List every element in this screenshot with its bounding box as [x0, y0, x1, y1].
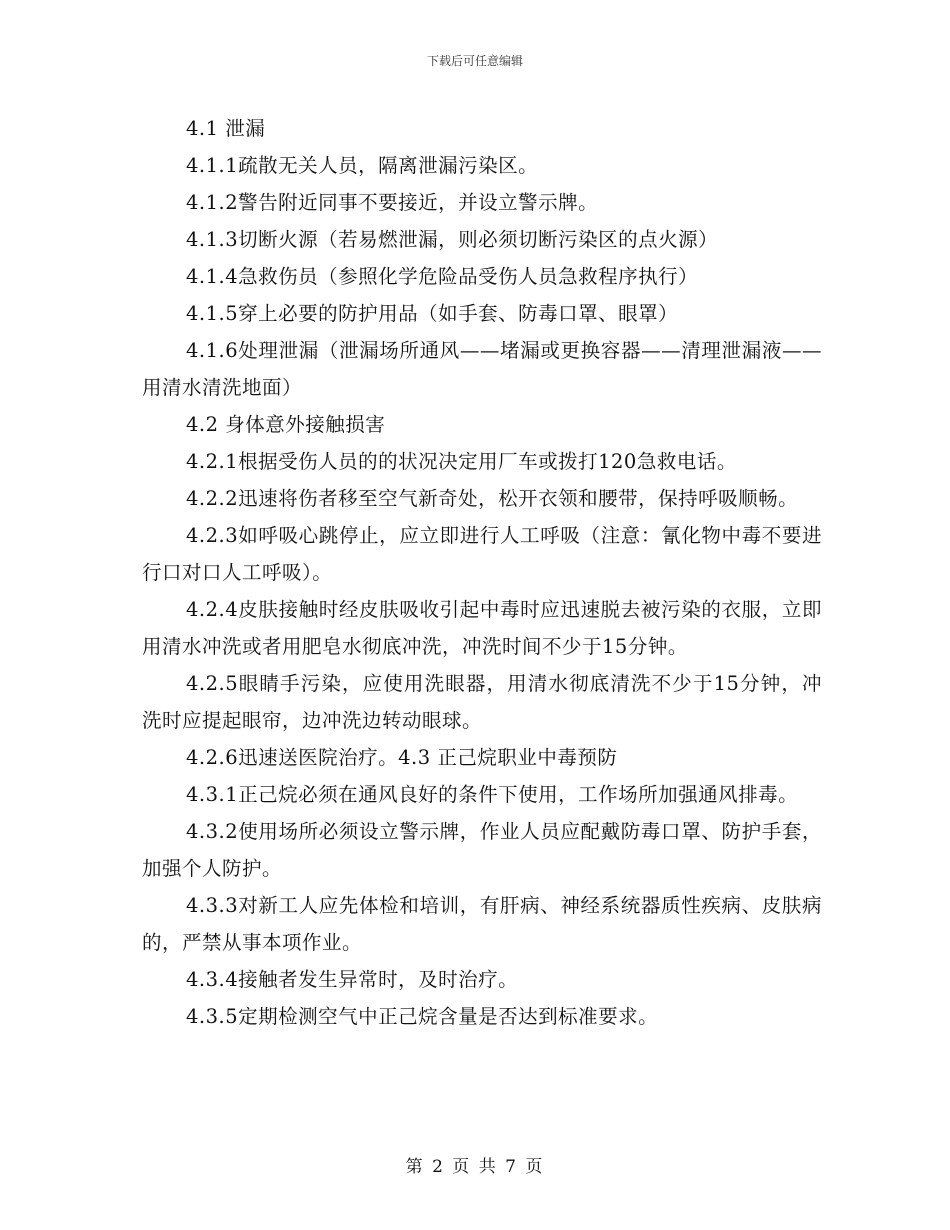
page-header: 下载后可任意编辑 — [426, 54, 523, 68]
section-heading: 4.1 泄漏 — [186, 117, 266, 140]
document-body — [142, 110, 822, 1035]
paragraph: 4.2.5眼睛手污染，应使用洗眼器，用清水彻底清洗不少于15分钟，冲洗时应提起眼帘，边冲洗边转动眼球。 — [142, 672, 822, 732]
paragraph: 4.2.6迅速送医院治疗。4.3 正己烷职业中毒预防 — [186, 746, 618, 769]
paragraph: 4.2.4皮肤接触时经皮肤吸收引起中毒时应迅速脱去被污染的衣服，立即用清水冲洗或者用肥皂水彻底冲洗，冲洗时间不少于15分钟。 — [142, 598, 822, 658]
section-heading: 4.2 身体意外接触损害 — [186, 413, 386, 436]
paragraph: 4.1.5穿上必要的防护用品（如手套、防毒口罩、眼罩） — [186, 302, 679, 325]
page-number: 第 2 页 共 7 页 — [405, 1157, 545, 1177]
paragraph: 4.1.1疏散无关人员，隔离泄漏污染区。 — [186, 154, 539, 177]
paragraph: 4.2.3如呼吸心跳停止，应立即进行人工呼吸（注意：氰化物中毒不要进行口对口人工呼吸）。 — [142, 524, 822, 584]
paragraph: 4.1.3切断火源（若易燃泄漏，则必须切断污染区的点火源） — [186, 228, 719, 251]
paragraph: 4.3.2使用场所必须设立警示牌，作业人员应配戴防毒口罩、防护手套，加强个人防护。 — [142, 820, 822, 880]
paragraph: 4.3.1正己烷必须在通风良好的条件下使用，工作场所加强通风排毒。 — [186, 783, 799, 806]
paragraph: 4.2.1根据受伤人员的的状况决定用厂车或拨打120急救电话。 — [186, 450, 737, 473]
paragraph: 4.1.2警告附近同事不要接近，并设立警示牌。 — [186, 191, 599, 214]
paragraph: 4.3.5定期检测空气中正己烷含量是否达到标准要求。 — [186, 1005, 659, 1028]
paragraph: 4.1.4急救伤员（参照化学危险品受伤人员急救程序执行） — [186, 265, 699, 288]
paragraph: 4.3.4接触者发生异常时，及时治疗。 — [186, 968, 519, 991]
paragraph: 4.3.3对新工人应先体检和培训，有肝病、神经系统器质性疾病、皮肤病的，严禁从事本项作业。 — [142, 894, 822, 954]
paragraph: 4.1.6处理泄漏（泄漏场所通风——堵漏或更换容器——清理泄漏液——用清水清洗地面） — [142, 339, 822, 399]
paragraph: 4.2.2迅速将伤者移至空气新奇处，松开衣领和腰带，保持呼吸顺畅。 — [186, 487, 799, 510]
